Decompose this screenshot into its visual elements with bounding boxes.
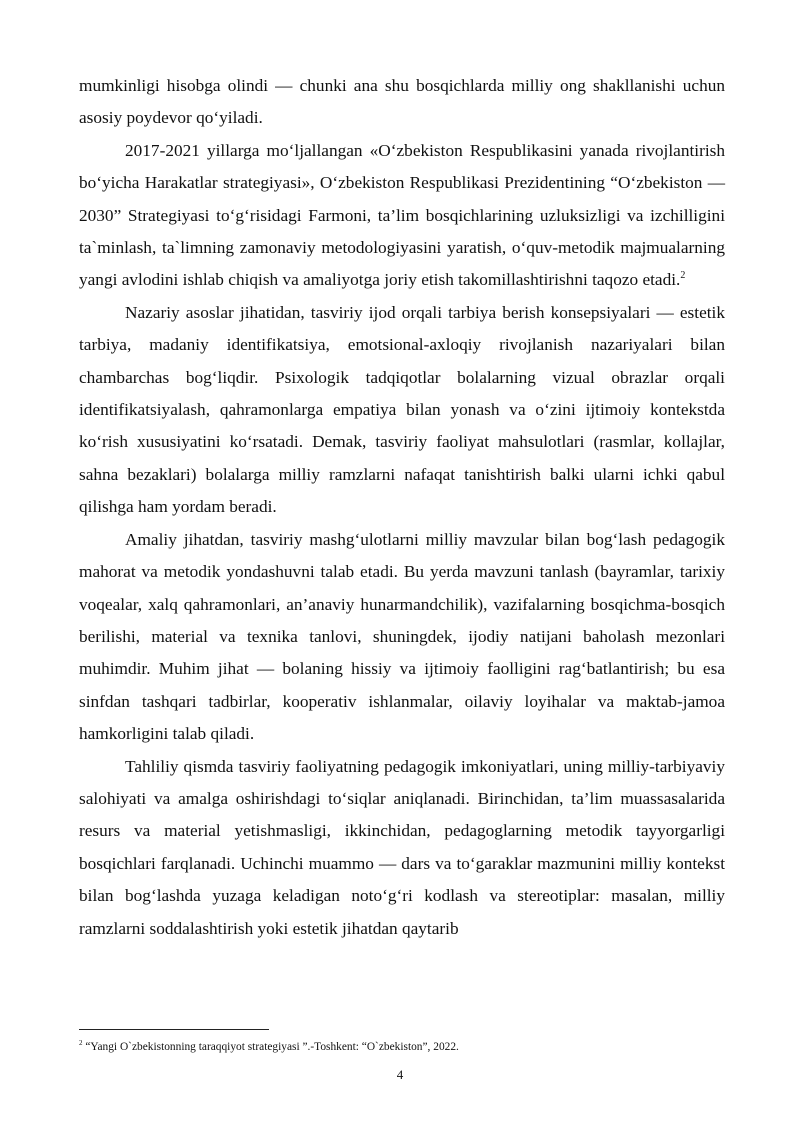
footnote-separator [79,1029,269,1030]
paragraph-text: Nazariy asoslar jihatidan, tasviriy ijod orqali tarbiya berish konsepsiyalari — estetik tarbiya, madaniy identifikatsiya, emotsional-axloqiy rivojlanish nazariyalari bilan chambarchas bog‘liqdir. Psixologik tadqiqotlar bolalarning vizual obrazlar orqali identifikatsiyalash, qahramonlarga empatiya bilan yonash va o‘zini ijtimoiy kontekstda ko‘rish xususiyatini ko‘rsatadi. Demak, tasviriy faoliyat mahsulotlari (rasmlar, kollajlar, sahna bezaklari) bolalarga milliy ramzlarni nafaqat tanishtirish balki ularni ichki qabul qilishga ham yordam beradi. [79,302,725,517]
paragraph-practice [79,524,725,751]
paragraph-continuation [79,70,725,135]
paragraph-text: 2017-2021 yillarga mo‘ljallangan «O‘zbekiston Respublikasini yanada rivojlantirish bo‘yicha Harakatlar strategiyasi», O‘zbekiston Respublikasi Prezidentining “O‘zbekiston — 2030” Strategiyasi to‘g‘risidagi Farmoni, ta’lim bosqichlarining uzluksizligi va izchilligini ta`minlash, ta`limning zamonaviy metodologiyasini yaratish, o‘quv-metodik majmualarning yangi avlodini ishlab chiqish va amaliyotga joriy etish takomillashtirishni taqozo etadi. [79,140,725,290]
paragraph-text: mumkinligi hisobga olindi — chunki ana shu bosqichlarda milliy ong shakllanishi uchun asosiy poydevor qo‘yiladi. [79,76,725,128]
footnote-reference[interactable]: 2 [680,270,686,282]
paragraph-analysis [79,751,725,945]
body-text [79,70,725,945]
paragraph-strategy [79,135,725,297]
footnote [79,1040,725,1055]
paragraph-text: Amaliy jihatdan, tasviriy mashg‘ulotlarni milliy mavzular bilan bog‘lash pedagogik mahorat va metodik yondashuvni talab etadi. Bu yerda mavzuni tanlash (bayramlar, tarixiy voqealar, xalq qahramonlari, an’anaviy hunarmandchilik), vazifalarning bosqichma-bosqich berilishi, material va texnika tanlovi, shuningdek, ijodiy natijani baholash mezonlari muhimdir. Muhim jihat — bolaning hissiy va ijtimoiy faolligini rag‘batlantirish; bu esa sinfdan tashqari tadbirlar, kooperativ ishlanmalar, oilaviy loyihalar va maktab-jamoa hamkorligini talab qiladi. [79,529,725,744]
paragraph-text: Tahliliy qismda tasviriy faoliyatning pedagogik imkoniyatlari, uning milliy-tarbiyaviy salohiyati va amalga oshirishdagi to‘siqlar aniqlanadi. Birinchidan, ta’lim muassasalarida resurs va material yetishmasligi, ikkinchidan, pedagoglarning metodik tayyorgarligi bosqichlari farqlanadi. Uchinchi muammo — dars va to‘garaklar mazmunini milliy kontekst bilan bog‘lashda yuzaga keladigan noto‘g‘ri kodlash va stereotiplar: masalan, milliy ramzlarni soddalashtirish yoki estetik jihatdan qaytarib [79,756,725,938]
page-number: 4 [396,1067,404,1082]
footnote-text: “Yangi O`zbekistonning taraqqiyot strategiyasi ”.-Toshkent: “O`zbekiston”, 2022. [82,1041,459,1053]
footnote-number: 2 [79,1039,83,1048]
paragraph-theory [79,297,725,524]
